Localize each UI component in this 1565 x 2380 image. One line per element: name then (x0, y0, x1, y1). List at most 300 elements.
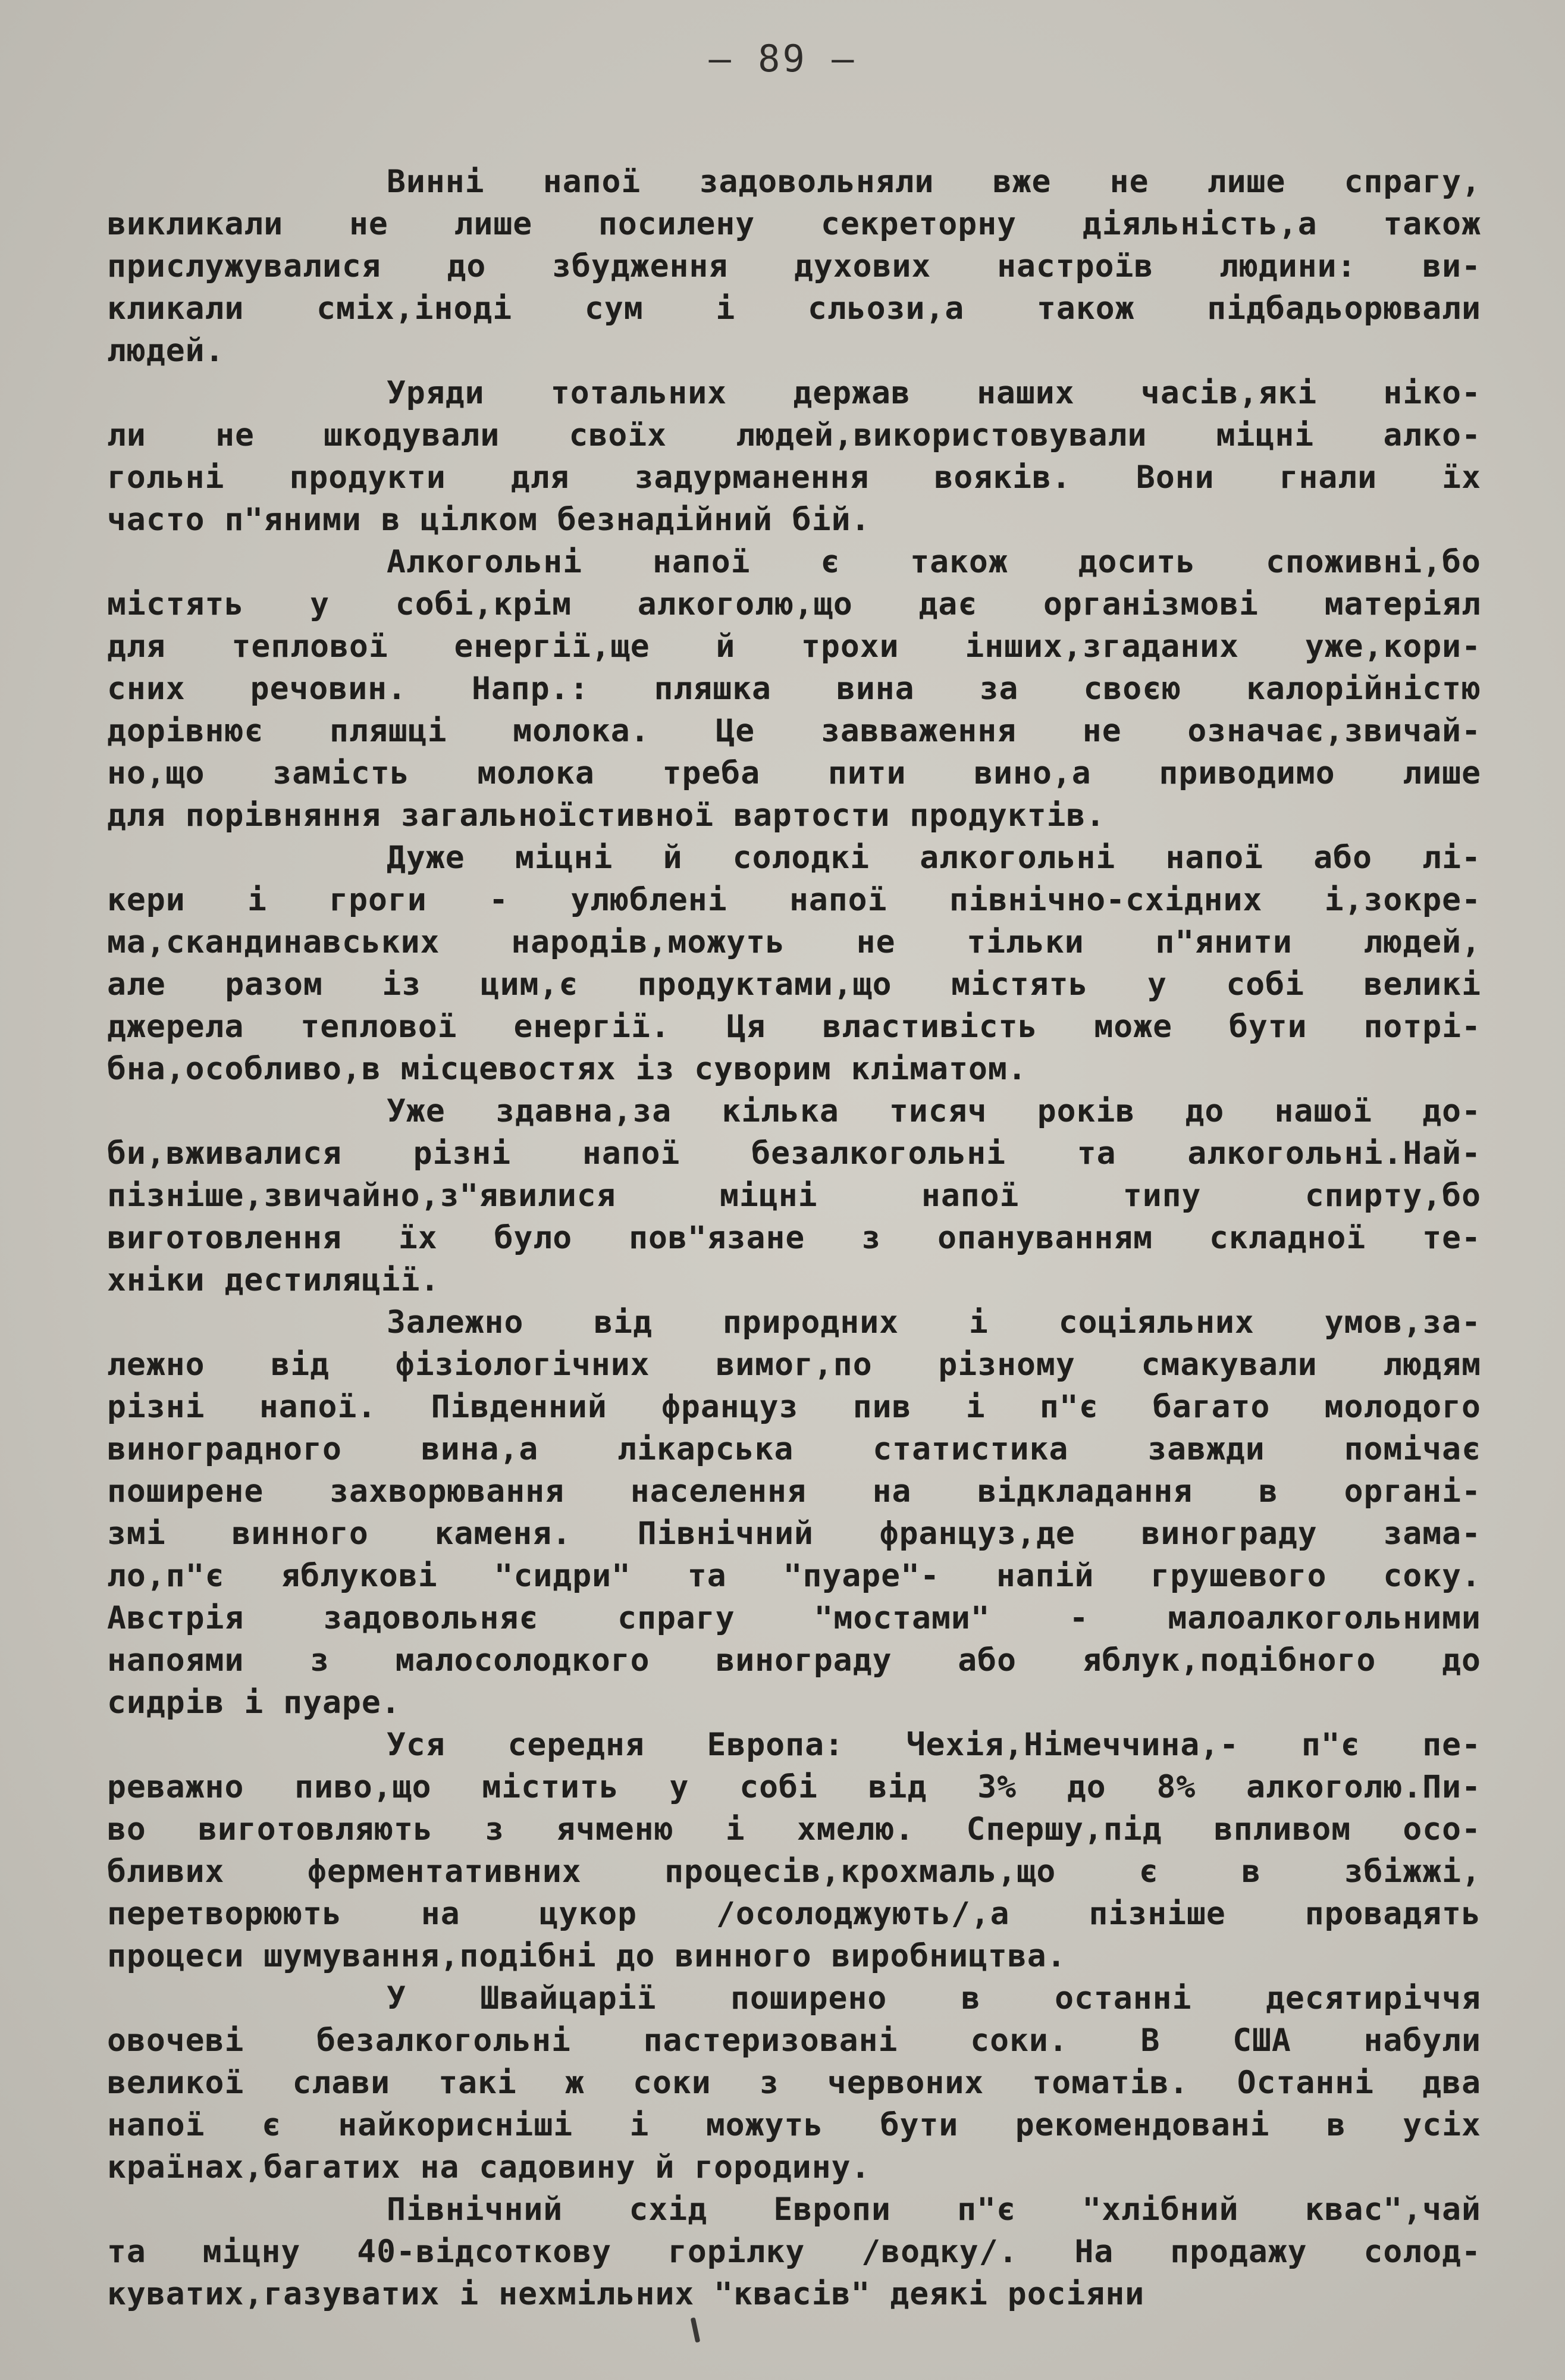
word: бути (1228, 1009, 1307, 1045)
word: горілку (667, 2234, 805, 2270)
word: овочеві (107, 2022, 244, 2059)
word: умов,за- (1324, 1304, 1481, 1341)
word: напої (107, 2107, 205, 2143)
word: алкоголю.Пи- (1246, 1769, 1481, 1805)
text-line (107, 2188, 1481, 2231)
word: сміх,іноді (316, 290, 513, 327)
word: міцні (1216, 417, 1315, 453)
page-number: – 89 – (708, 37, 857, 80)
word: великої (107, 2065, 244, 2101)
text-line (107, 1766, 1481, 1808)
text-line (107, 414, 1481, 456)
word: десятиріччя (1265, 1980, 1481, 2016)
word: продажу (1170, 2234, 1307, 2270)
text-line (107, 1639, 1481, 1681)
word: молодого (1324, 1389, 1481, 1425)
text-line (107, 245, 1481, 287)
word: Ця (726, 1009, 766, 1045)
word: великі (1363, 966, 1481, 1003)
word: провадять (1304, 1896, 1481, 1932)
word: У (387, 1980, 406, 2016)
word: або (958, 1642, 1017, 1678)
word: було (494, 1220, 573, 1256)
text-line (107, 541, 1481, 583)
text-line (107, 2146, 1481, 2188)
word: організмові (1043, 586, 1259, 622)
text-line (107, 1977, 1481, 2019)
word: Дуже (387, 840, 465, 876)
word: соку. (1383, 1558, 1481, 1594)
word: своїх (569, 417, 667, 453)
word: кликали (107, 290, 244, 327)
word: Чехія,Німеччина,- (906, 1727, 1240, 1763)
word: років (1037, 1093, 1136, 1129)
word: Північний (387, 2191, 563, 2228)
word: пиво,що (294, 1769, 432, 1805)
word: вино,а (974, 755, 1092, 791)
word: енергії. (513, 1009, 670, 1045)
text-line (107, 963, 1481, 1006)
word: напої. (259, 1389, 377, 1425)
text-line (107, 1386, 1481, 1428)
word: би,вживалися (107, 1135, 342, 1172)
word: статистика (873, 1431, 1069, 1467)
word: хмелю. (796, 1811, 915, 1847)
word: і (629, 2107, 650, 2143)
word: Европа: (707, 1727, 844, 1763)
text-line (107, 668, 1481, 710)
word: Алкогольні (387, 544, 583, 580)
word: ніко- (1383, 375, 1481, 411)
word: сльози,а (808, 290, 965, 327)
text-line (107, 2104, 1481, 2146)
word: /осолоджують/,а (716, 1896, 1010, 1932)
word: містять (951, 966, 1089, 1003)
text-line (107, 1555, 1481, 1597)
word: або (1313, 840, 1372, 876)
word: разом (225, 966, 323, 1003)
text-line (107, 794, 1481, 837)
word: різні (413, 1135, 512, 1172)
word: собі (739, 1769, 818, 1805)
word: збіжжі, (1344, 1853, 1481, 1890)
word: пізніше (1089, 1896, 1226, 1932)
text-line (107, 1175, 1481, 1217)
word: з (759, 2065, 779, 2101)
text-line (107, 837, 1481, 879)
word: помічає (1344, 1431, 1481, 1467)
word: безалкогольні (751, 1135, 1006, 1172)
word: сних (107, 671, 186, 707)
word: Вони (1136, 459, 1215, 496)
text-line (107, 921, 1481, 963)
word: Австрія (107, 1600, 244, 1636)
word: продуктами,що (637, 966, 892, 1003)
word: в (1326, 2107, 1346, 2143)
word: є (261, 2107, 281, 2143)
word: змі (107, 1515, 166, 1552)
text-line (107, 583, 1481, 625)
word: речовин. (250, 671, 407, 707)
word: тисяч (889, 1093, 987, 1129)
word: напоями (107, 1642, 244, 1678)
word: сум (584, 290, 644, 327)
text-line (107, 1048, 1481, 1090)
word: з (310, 1642, 330, 1678)
word: збудження (552, 248, 729, 284)
text-line (107, 1808, 1481, 1850)
word: лі- (1422, 840, 1481, 876)
text-line (107, 1090, 1481, 1132)
word: спирту,бо (1304, 1178, 1481, 1214)
word: міцні (720, 1178, 818, 1214)
word: алко- (1383, 417, 1481, 453)
word: поширено (730, 1980, 887, 2016)
word: можуть (705, 2107, 824, 2143)
word: не (1082, 713, 1122, 749)
word: середня (507, 1727, 645, 1763)
word: від (271, 1346, 330, 1383)
word: осо- (1403, 1811, 1481, 1847)
text-line (107, 1681, 1481, 1724)
word: багато (1152, 1389, 1271, 1425)
word: теплової (300, 1009, 457, 1045)
word: досить (1078, 544, 1196, 580)
word: червоних (827, 2065, 984, 2101)
word: означає,звичай- (1187, 713, 1481, 749)
word: лікарська (617, 1431, 794, 1467)
word: замість (272, 755, 410, 791)
word: лежно (107, 1346, 205, 1383)
word: для (510, 459, 570, 496)
word: найкорисніші (338, 2107, 573, 2143)
word: також (910, 544, 1008, 580)
text-line (107, 456, 1481, 499)
word: є (1139, 1853, 1159, 1890)
word: прислужувалися (107, 248, 381, 284)
text-line (107, 287, 1481, 330)
word: за (979, 671, 1019, 707)
word: солодкі (732, 840, 870, 876)
word: містить (482, 1769, 619, 1805)
word: винограду (1141, 1515, 1318, 1552)
text-line (107, 1217, 1481, 1259)
word: і (725, 1811, 745, 1847)
text-line (107, 710, 1481, 752)
text-line-content: країнах,багатих на садовину й городину. (107, 2149, 871, 2185)
word: органі- (1344, 1473, 1481, 1510)
word: молока (477, 755, 595, 791)
word: часів,які (1140, 375, 1318, 411)
word: та (107, 2234, 146, 2270)
word: виноградного (107, 1431, 342, 1467)
word: завжди (1147, 1431, 1265, 1467)
word: виготовлення (107, 1220, 342, 1256)
word: п"є (1039, 1389, 1099, 1425)
word: відкладання (977, 1473, 1193, 1510)
word: задурманення (634, 459, 870, 496)
word: їх (398, 1220, 438, 1256)
word: у (1147, 966, 1167, 1003)
word: два (1422, 2065, 1481, 2101)
word: напої (652, 544, 751, 580)
word: пити (827, 755, 907, 791)
word: задовольняли (699, 164, 934, 200)
word: складної (1209, 1220, 1366, 1256)
word: перетворюють (107, 1896, 342, 1932)
word: солод- (1363, 2234, 1481, 2270)
word: "сидри" (494, 1558, 631, 1594)
text-line-content: людей. (107, 333, 225, 369)
word: гольні (107, 459, 225, 496)
word: і (716, 290, 736, 327)
word: во (107, 1811, 146, 1847)
word: людей, (1363, 924, 1481, 960)
word: гнали (1279, 459, 1378, 496)
word: малоалкогольними (1168, 1600, 1481, 1636)
word: кілька (722, 1093, 839, 1129)
word: своєю (1083, 671, 1182, 707)
word: виготовляють (198, 1811, 433, 1847)
word: є (820, 544, 840, 580)
word: молока. (513, 713, 650, 749)
word: США (1232, 2022, 1291, 2059)
word: у (310, 586, 330, 622)
word: напої (542, 164, 641, 200)
word: народів,можуть (511, 924, 785, 960)
word: напої (789, 882, 887, 918)
word: Уряди (387, 375, 485, 411)
word: поширене (107, 1473, 264, 1510)
word: треба (662, 755, 761, 791)
word: вояків. (934, 459, 1071, 496)
word: На (1074, 2234, 1114, 2270)
word: та (1077, 1135, 1116, 1172)
word: лише (454, 206, 533, 242)
text-line (107, 1512, 1481, 1555)
word: яблук,подібного (1082, 1642, 1376, 1678)
text-line (107, 625, 1481, 668)
word: лише (1207, 164, 1286, 200)
word: здавна,за (495, 1093, 672, 1129)
word: приводимо (1159, 755, 1335, 791)
word: Це (716, 713, 755, 749)
word: соки. (970, 2022, 1068, 2059)
word: типу (1122, 1178, 1202, 1214)
word: містять (107, 586, 244, 622)
word: Уся (387, 1727, 446, 1763)
word: уже,кори- (1304, 628, 1481, 665)
word: але (107, 966, 166, 1003)
text-line (107, 372, 1481, 414)
word: не (856, 924, 896, 960)
word: такі (438, 2065, 517, 2101)
text-line (107, 1470, 1481, 1512)
word: до (1185, 1093, 1225, 1129)
word: калорійністю (1246, 671, 1481, 707)
word: потрі- (1363, 1009, 1481, 1045)
word: фізіологічних (395, 1346, 650, 1383)
word: "пуаре"- (783, 1558, 940, 1594)
word: улюблені (570, 882, 727, 918)
word: пляшка (654, 671, 771, 707)
word: смакували (1141, 1346, 1318, 1383)
word: пляшці (330, 713, 447, 749)
text-line-content: часто п"яними в цілком безнадійний бій. (107, 502, 871, 538)
word: на (872, 1473, 912, 1510)
word: посилену (598, 206, 755, 242)
word: енергії,ще (454, 628, 650, 665)
word: алкоголю,що (637, 586, 853, 622)
word: наших (977, 375, 1075, 411)
word: 8% (1156, 1769, 1196, 1805)
word: в (1258, 1473, 1278, 1510)
word: ло,п"є (107, 1558, 225, 1594)
word: до- (1422, 1093, 1481, 1129)
word: для (107, 628, 166, 665)
word: собі (1226, 966, 1305, 1003)
word: дає (918, 586, 978, 622)
word: секреторну (820, 206, 1017, 242)
text-line (107, 1301, 1481, 1344)
word: від (868, 1769, 927, 1805)
word: настроїв (997, 248, 1154, 284)
text-line (107, 1344, 1481, 1386)
word: бливих (107, 1853, 225, 1890)
word: процесів,крохмаль,що (664, 1853, 1056, 1890)
word: пив (852, 1389, 912, 1425)
word: захворювання (330, 1473, 564, 1510)
word: міцні (515, 840, 613, 876)
word: каменя. (434, 1515, 572, 1552)
word: матеріял (1324, 586, 1481, 622)
text-line (107, 1597, 1481, 1639)
word: француз,де (879, 1515, 1075, 1552)
text-line-content: куватих,газуватих і нехмільних "квасів" деякі росіяни (107, 2276, 1145, 2312)
word: у (669, 1769, 689, 1805)
text-line (107, 330, 1481, 372)
word: діяльність,а (1082, 206, 1318, 242)
word: людям (1383, 1346, 1481, 1383)
word: кери (107, 882, 186, 918)
word: вина,а (421, 1431, 539, 1467)
word: Напр.: (471, 671, 589, 707)
word: завваження (820, 713, 1017, 749)
word: впливом (1213, 1811, 1351, 1847)
word: рекомендовані (1015, 2107, 1270, 2143)
word: - (1069, 1600, 1089, 1636)
text-line (107, 203, 1481, 245)
word: цукор (539, 1896, 638, 1932)
ink-mark (691, 2318, 701, 2343)
word: в (1241, 1853, 1262, 1890)
text-line (107, 1006, 1481, 1048)
word: міцну (202, 2234, 301, 2270)
word: цим,є (480, 966, 579, 1003)
word: соки (633, 2065, 711, 2101)
text-line (107, 2231, 1481, 2273)
word: собі,крім (395, 586, 572, 622)
text-line (107, 752, 1481, 794)
word: теплової (231, 628, 388, 665)
word: напій (996, 1558, 1094, 1594)
text-line (107, 499, 1481, 541)
word: В (1140, 2022, 1161, 2059)
word: ви- (1422, 248, 1481, 284)
word: також (1383, 206, 1481, 242)
word: 3% (977, 1769, 1017, 1805)
word: властивість (822, 1009, 1038, 1045)
word: ли (107, 417, 146, 453)
word: усіх (1403, 2107, 1481, 2143)
word: малосолодкого (395, 1642, 650, 1678)
word: також (1037, 290, 1135, 327)
text-line-content: для порівняння загальноїстивної вартости продуктів. (107, 797, 1106, 834)
word: те- (1422, 1220, 1481, 1256)
word: населення (630, 1473, 807, 1510)
body-text (107, 161, 1481, 2315)
word: реважно (107, 1769, 244, 1805)
word: тільки (967, 924, 1084, 960)
text-line (107, 1724, 1481, 1766)
word: соціяльних (1058, 1304, 1254, 1341)
word: схід (629, 2191, 708, 2228)
word: із (382, 966, 422, 1003)
text-line-content: хніки дестиляції. (107, 1262, 440, 1298)
text-line (107, 2273, 1481, 2315)
word: п"є (1301, 1727, 1360, 1763)
word: й (716, 628, 736, 665)
word: томатів. (1032, 2065, 1189, 2101)
word: яблукові (281, 1558, 438, 1594)
word: до (1067, 1769, 1106, 1805)
text-line (107, 1132, 1481, 1175)
text-line (107, 1935, 1481, 1977)
word: слави (292, 2065, 391, 2101)
word: людини: (1219, 248, 1357, 284)
word: Уже (387, 1093, 446, 1129)
word: дорівнює (107, 713, 264, 749)
word: Спершу,під (966, 1811, 1162, 1847)
word: /водку/. (861, 2234, 1018, 2270)
word: різному (938, 1346, 1075, 1383)
word: бути (880, 2107, 959, 2143)
word: грушевого (1150, 1558, 1327, 1594)
word: винного (231, 1515, 369, 1552)
word: й (663, 840, 683, 876)
word: пізніше,звичайно,з"явилися (107, 1178, 616, 1214)
word: від (594, 1304, 653, 1341)
word: тотальних (550, 375, 727, 411)
text-line (107, 1850, 1481, 1893)
word: може (1094, 1009, 1173, 1045)
word: - (489, 882, 509, 918)
word: пе- (1422, 1727, 1481, 1763)
word: Швайцарії (480, 1980, 657, 2016)
word: вина (836, 671, 915, 707)
word: джерела (107, 1009, 244, 1045)
word: людей,використовували (736, 417, 1147, 453)
word: та (687, 1558, 727, 1594)
text-line (107, 1893, 1481, 1935)
word: останні (1055, 1980, 1192, 2016)
word: і (965, 1389, 986, 1425)
word: п"є (957, 2191, 1016, 2228)
word: і (247, 882, 267, 918)
word: "мостами" (814, 1600, 990, 1636)
word: спрагу (617, 1600, 735, 1636)
text-line (107, 161, 1481, 203)
